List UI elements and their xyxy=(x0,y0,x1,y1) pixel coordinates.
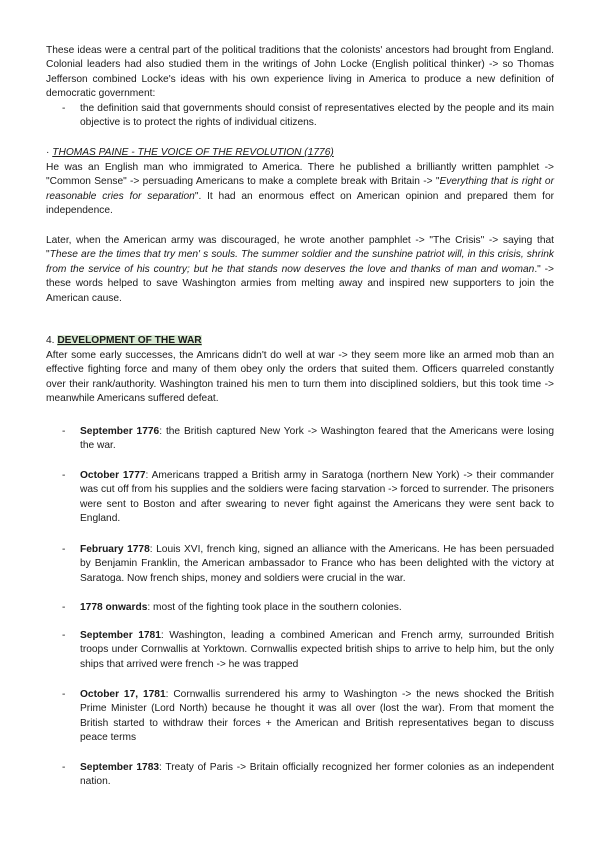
text-span: ". It had an enormous effect on American opinion and prepared them for independence. xyxy=(46,190,555,217)
bullet-dash: - xyxy=(62,103,66,114)
heading-prefix: · xyxy=(46,147,53,158)
event-date: October 1777 xyxy=(80,470,146,481)
section-title: DEVELOPMENT OF THE WAR xyxy=(57,335,202,346)
war-paragraph: After some early successes, the Amricans didn't do well at war -> they seem more like an armed mob than an effective fighting force and many of them obey only the orders that suited them. Officers quarreled constantly over their rank/authority. Washington trained his men to turn them into disciplined soldiers, but this took time -> meanwhile Americans suffered defeat. xyxy=(46,350,554,405)
event-item xyxy=(62,425,554,454)
event-item xyxy=(62,629,554,672)
event-item xyxy=(62,543,554,586)
bullet-dash: - xyxy=(62,544,66,555)
event-item xyxy=(62,761,554,790)
paine-paragraph-2 xyxy=(46,234,554,306)
bullet-dash: - xyxy=(62,602,66,613)
event-date: October 17, 1781 xyxy=(80,689,166,700)
event-description: : Cornwallis surrendered his army to Washington -> the news shocked the British Prime Minister (Lord North) because he thought it was all over (lost the war). From that moment the British started to withdraw their forces + the American and British representatives began to discuss peace terms xyxy=(80,689,555,744)
event-date: 1778 onwards xyxy=(80,602,148,613)
event-item xyxy=(62,688,554,746)
event-text xyxy=(80,629,554,672)
event-date: September 1783 xyxy=(80,762,160,773)
event-description: : Louis XVI, french king, signed an alliance with the Americans. He has been persuaded by Benjamin Franklin, the American ambassador to France who has been delighted with the victory at Saratoga. Now french ships, money and soldiers were crucial in the war. xyxy=(80,544,554,584)
event-description: : Americans trapped a British army in Saratoga (northern New York) -> their commander was cut off from his supplies and the soldiers were facing starvation -> forced to surrender. The prisoners were sent to Boston and after swearing to never fight against the Americans they were sent back to England. xyxy=(80,470,554,525)
bullet-dash: - xyxy=(62,689,66,700)
event-text xyxy=(80,688,554,746)
event-description: : Washington, leading a combined American and French army, surrounded British troops under Cornwallis at Yorktown. Cornwallis expected british ships to arrive to help him, but the only ships that arrived were french -> he was trapped xyxy=(80,630,554,670)
event-description: : Treaty of Paris -> Britain officially recognized her former colonies as an independent nation. xyxy=(80,762,554,788)
event-text xyxy=(80,425,554,454)
intro-paragraph: These ideas were a central part of the political traditions that the colonists' ancestors had brought from England. Colonial leaders had also studied them in the writings of John Locke (English political thinker) -> so Thomas Jefferson combined Locke's ideas with his own experience living in America to produce a new definition of democratic government: xyxy=(46,45,554,100)
bullet-dash: - xyxy=(62,762,66,773)
intro-bullet xyxy=(62,102,554,131)
text-span: ." -> these words helped to save Washington armies from melting away and inspired new supporters to join the American cause. xyxy=(46,263,554,304)
text-span: He was an English man who immigrated to America. There he published a brilliantly written pamphlet -> "Common Sense" -> persuading Americans to make a complete break with Britain -> " xyxy=(46,162,554,188)
bullet-dash: - xyxy=(62,426,66,437)
event-text xyxy=(80,469,554,527)
war-heading xyxy=(46,334,554,348)
event-text xyxy=(80,601,554,615)
section-number: 4. xyxy=(46,335,58,346)
bullet-dash: - xyxy=(62,630,66,641)
event-date: September 1781 xyxy=(80,630,161,641)
quote: These are the times that try men' s souls. The summer soldier and the sunshine patriot will, in this crisis, shrink from the service of his country; but he that stands now deserves the love and thanks of man and woman xyxy=(46,249,554,275)
event-text xyxy=(80,543,554,586)
event-item xyxy=(62,601,554,615)
section-title: THOMAS PAINE - THE VOICE OF THE REVOLUTION (1776) xyxy=(52,147,334,158)
bullet-text: the definition said that governments should consist of representatives elected by the people and its main objective is to protect the rights of individual citizens. xyxy=(80,103,554,129)
event-date: February 1778 xyxy=(80,544,150,555)
event-description: : the British captured New York -> Washington feared that the Americans were losing the war. xyxy=(80,426,554,452)
event-description: : most of the fighting took place in the southern colonies. xyxy=(147,602,402,613)
event-item xyxy=(62,469,554,527)
text-span: Later, when the American army was discouraged, he wrote another pamphlet -> "The Crisis" -> saying that " xyxy=(46,235,554,261)
quote: Everything that is right or reasonable cries for separation xyxy=(46,176,554,202)
event-date: September 1776 xyxy=(80,426,160,437)
bullet-dash: - xyxy=(62,470,66,481)
paine-heading xyxy=(46,146,554,160)
event-text xyxy=(80,761,554,790)
paine-paragraph-1 xyxy=(46,161,554,219)
